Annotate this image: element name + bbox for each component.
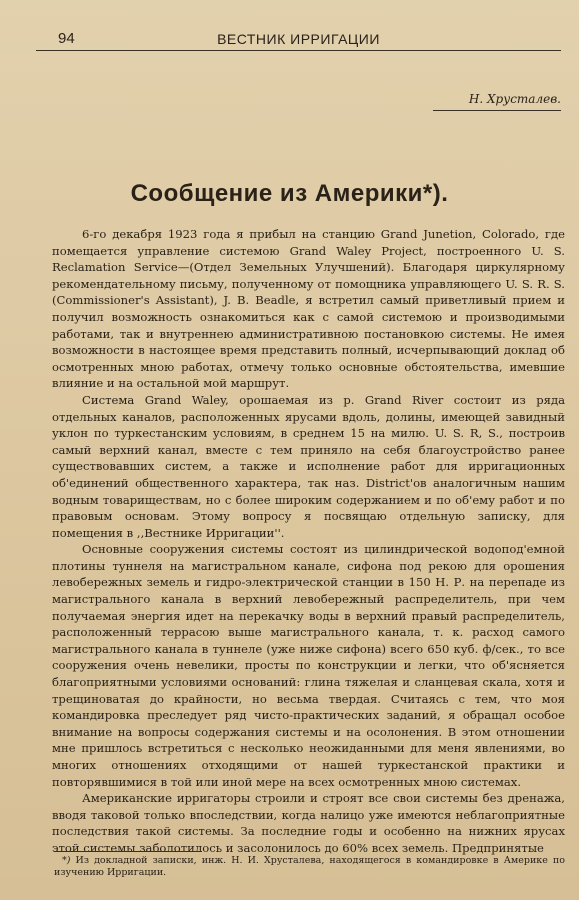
journal-title: ВЕСТНИК ИРРИГАЦИИ (217, 31, 380, 47)
footnote-divider (54, 851, 202, 852)
paragraph-1: 6-го декабря 1923 года я прибыл на станцию Grand Junetion, Colorado, где помещается управление системою Grand Waley Project, построенного U. S. Reclamation Service—(Отдел Земельных Улучшений). Благодаря циркулярному рекомендательному письму, полученному от помощника управляющего U. S. R. S. (Commissioner's Assistant), J. B. Beadle, я встретил самый приветливый прием и получил возможность ознакомиться как с самой системою и производимыми работами, так и внутреннею административною постановкою системы. Не имея возможности в настоящее время представить полный, исчерпывающий доклад об осмотренных мною работах, отмечу только основные обстоятельства, имевшие влияние и на остальной мой маршрут. (52, 227, 565, 391)
page-number: 94 (58, 30, 75, 47)
running-header (36, 28, 561, 51)
footnote-text: Из докладной записки, инж. Н. И. Хрусталева, находящегося в командировке в Америке по изучению Ирригации. (54, 855, 565, 878)
footnote-marker: *) (62, 855, 71, 866)
author-name: Н. Хрусталев. (433, 88, 561, 111)
paragraph-2: Система Grand Waley, орошаемая из р. Grand River состоит из ряда отдельных каналов, расположенных ярусами вдоль, долины, имеющей завидный уклон по туркестанским условиям, в среднем 15 на милю. U. S. R, S., построив самый верхний канал, вместе с тем приняло на себя благоустройство ранее существовавших систем, а также и исполнение работ для ирригационных об'единений общественного характера, так наз. District'ов аналогичным нашим водным товариществам, но с более широким содержанием и по об'ему работ и по правовым основам. Этому вопросу я посвящаю отдельную записку, для помещения в ,,Вестнике Ирригации''. (52, 392, 565, 540)
paragraph-3: Основные сооружения системы состоят из цилиндрической водопод'емной плотины туннеля на магистральном канале, сифона под рекою для орошения левобережных земель и гидро-электрической станции в 150 Н. Р. на перепаде из магистрального канала в верхний левобережный распределитель, при чем получаемая энергия идет на перекачку воды в верхний правый распределитель, расположенный террасою выше магистрального канала, т. к. расход самого магистрального канала в туннеле (уже ниже сифона) всего 650 куб. ф/сек., то все сооружения очень невелики, просты по конструкции и легки, что об'ясняется благоприятными условиями оснований: глина тяжелая и сланцевая скала, хотя и трещиноватая до крайности, но весьма твердая. Считаясь с тем, что моя командировка преследует ряд чисто-практических заданий, я обращал особое внимание на вопросы содержания системы и на осолонения. В этом отношении мне пришлось встретиться с несколько неожиданными для меня явлениями, во многих отношениях отходящими от нашей туркестанской практики и повторявшимися в той или иной мере на всех осмотренных мною системах. (52, 542, 565, 789)
article-title: Сообщение из Америки*). (130, 180, 449, 207)
article-body (52, 226, 565, 857)
paragraph-4: Американские ирригаторы строили и строят все свои системы без дренажа, вводя таковой только впоследствии, когда налицо уже имеются неблагоприятные последствия такой системы. За последние годы и особенно на нижних ярусах этой системы заболотилось и засолонилось до 60% всех земель. Предпринятые (52, 791, 565, 855)
footnote (54, 855, 565, 879)
